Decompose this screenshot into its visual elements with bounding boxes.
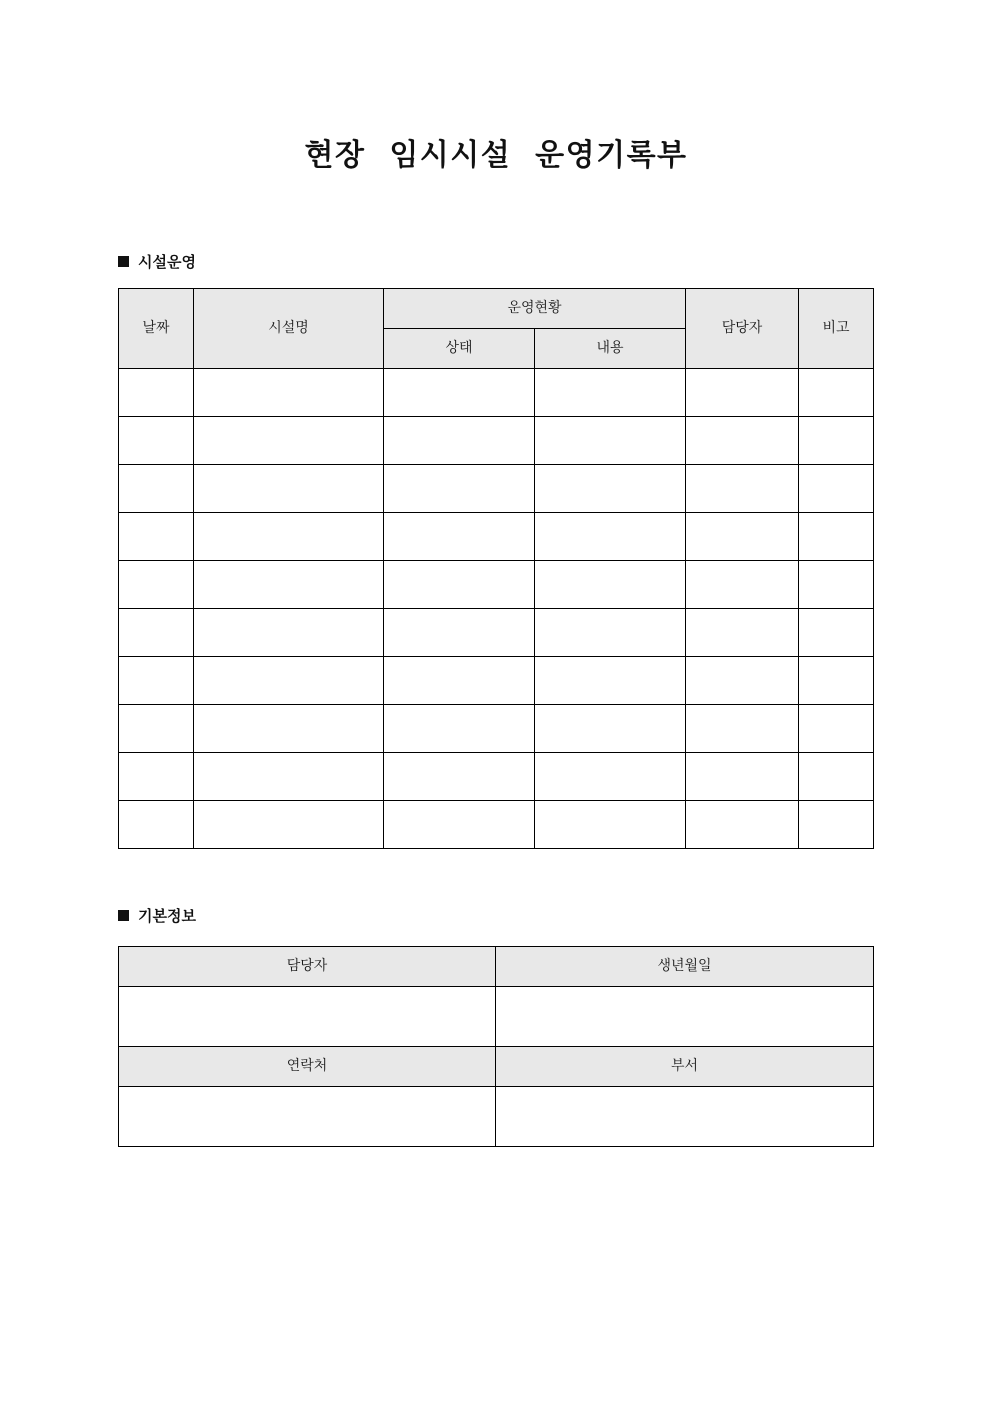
section-heading-facility-label: 시설운영 [138, 253, 196, 271]
table-row [119, 657, 874, 705]
cell-date[interactable] [119, 369, 194, 417]
cell-date[interactable] [119, 609, 194, 657]
cell-manager[interactable] [686, 417, 799, 465]
cell-remarks[interactable] [799, 657, 874, 705]
cell-status[interactable] [384, 417, 535, 465]
cell-facility-name[interactable] [194, 705, 384, 753]
cell-facility-name[interactable] [194, 417, 384, 465]
value-manager[interactable] [119, 987, 496, 1047]
cell-manager[interactable] [686, 465, 799, 513]
cell-date[interactable] [119, 561, 194, 609]
facility-table-body [119, 369, 874, 849]
cell-status[interactable] [384, 561, 535, 609]
cell-date[interactable] [119, 657, 194, 705]
cell-date[interactable] [119, 753, 194, 801]
cell-content[interactable] [535, 369, 686, 417]
cell-status[interactable] [384, 705, 535, 753]
cell-status[interactable] [384, 753, 535, 801]
basic-info-value-row-1 [119, 987, 874, 1047]
table-row [119, 465, 874, 513]
table-row [119, 561, 874, 609]
label-contact: 연락처 [119, 1047, 496, 1087]
label-department: 부서 [496, 1047, 874, 1087]
table-row [119, 609, 874, 657]
column-header-status: 상태 [384, 329, 535, 369]
black-square-bullet-icon [118, 256, 129, 267]
cell-manager[interactable] [686, 609, 799, 657]
section-heading-basic-label: 기본정보 [138, 907, 196, 925]
cell-date[interactable] [119, 465, 194, 513]
cell-remarks[interactable] [799, 513, 874, 561]
column-header-date: 날짜 [119, 289, 194, 369]
table-row [119, 369, 874, 417]
cell-content[interactable] [535, 417, 686, 465]
cell-manager[interactable] [686, 801, 799, 849]
cell-date[interactable] [119, 513, 194, 561]
cell-content[interactable] [535, 657, 686, 705]
cell-status[interactable] [384, 801, 535, 849]
cell-date[interactable] [119, 417, 194, 465]
table-row [119, 753, 874, 801]
value-department[interactable] [496, 1087, 874, 1147]
black-square-bullet-icon [118, 910, 129, 921]
cell-manager[interactable] [686, 705, 799, 753]
column-header-operation-status-group: 운영현황 [384, 289, 686, 329]
page-title: 현장 임시시설 운영기록부 [304, 138, 688, 173]
facility-table-header [119, 289, 874, 369]
cell-manager[interactable] [686, 753, 799, 801]
cell-content[interactable] [535, 801, 686, 849]
cell-status[interactable] [384, 369, 535, 417]
table-row [119, 513, 874, 561]
cell-remarks[interactable] [799, 801, 874, 849]
basic-info-table-body [119, 947, 874, 1147]
cell-remarks[interactable] [799, 561, 874, 609]
cell-manager[interactable] [686, 657, 799, 705]
column-header-content: 내용 [535, 329, 686, 369]
cell-remarks[interactable] [799, 705, 874, 753]
cell-facility-name[interactable] [194, 801, 384, 849]
section-heading-basic-info [118, 905, 196, 926]
cell-facility-name[interactable] [194, 657, 384, 705]
basic-info-label-row-1 [119, 947, 874, 987]
cell-remarks[interactable] [799, 417, 874, 465]
label-manager: 담당자 [119, 947, 496, 987]
label-birthdate: 생년월일 [496, 947, 874, 987]
cell-status[interactable] [384, 657, 535, 705]
cell-content[interactable] [535, 753, 686, 801]
column-header-remarks: 비고 [799, 289, 874, 369]
column-header-manager: 담당자 [686, 289, 799, 369]
cell-status[interactable] [384, 513, 535, 561]
cell-content[interactable] [535, 465, 686, 513]
cell-facility-name[interactable] [194, 465, 384, 513]
column-header-facility-name: 시설명 [194, 289, 384, 369]
cell-status[interactable] [384, 609, 535, 657]
basic-info-label-row-2 [119, 1047, 874, 1087]
cell-manager[interactable] [686, 561, 799, 609]
cell-status[interactable] [384, 465, 535, 513]
table-row [119, 705, 874, 753]
cell-remarks[interactable] [799, 369, 874, 417]
cell-remarks[interactable] [799, 753, 874, 801]
cell-date[interactable] [119, 705, 194, 753]
cell-facility-name[interactable] [194, 513, 384, 561]
basic-info-table [118, 946, 874, 1147]
value-birthdate[interactable] [496, 987, 874, 1047]
section-heading-facility-operation [118, 251, 196, 272]
cell-content[interactable] [535, 705, 686, 753]
facility-operation-table [118, 288, 874, 849]
cell-remarks[interactable] [799, 465, 874, 513]
value-contact[interactable] [119, 1087, 496, 1147]
cell-remarks[interactable] [799, 609, 874, 657]
cell-facility-name[interactable] [194, 753, 384, 801]
cell-content[interactable] [535, 609, 686, 657]
table-row [119, 417, 874, 465]
cell-manager[interactable] [686, 513, 799, 561]
cell-facility-name[interactable] [194, 561, 384, 609]
cell-content[interactable] [535, 561, 686, 609]
table-row [119, 801, 874, 849]
cell-facility-name[interactable] [194, 609, 384, 657]
cell-facility-name[interactable] [194, 369, 384, 417]
facility-table-header-row-1 [119, 289, 874, 329]
cell-manager[interactable] [686, 369, 799, 417]
basic-info-value-row-2 [119, 1087, 874, 1147]
cell-date[interactable] [119, 801, 194, 849]
cell-content[interactable] [535, 513, 686, 561]
